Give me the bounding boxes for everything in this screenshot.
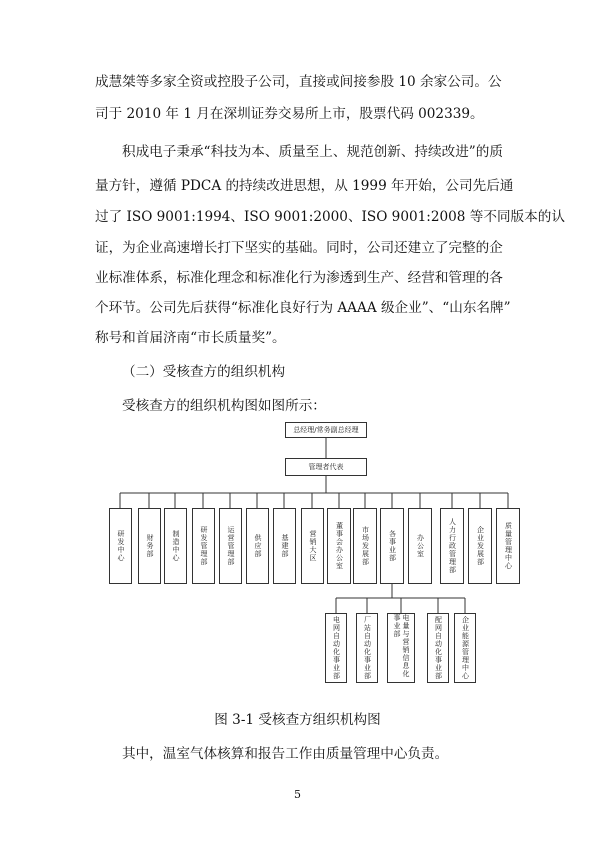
org-box-department: 制造中心 — [164, 508, 187, 584]
org-box-department: 各事业部 — [380, 508, 404, 584]
page-number: 5 — [294, 788, 301, 801]
org-box-department: 质量管理中心 — [496, 508, 520, 584]
paragraph-line: 业标准体系，标准化理念和标准化行为渗透到生产、经营和管理的各 — [95, 270, 503, 286]
org-box-sub-unit: 厂站自动化事业部 — [356, 613, 378, 683]
org-box-department: 企业发展部 — [468, 508, 492, 584]
org-box-department: 财务部 — [138, 508, 161, 584]
org-box-department: 人力行政管理部 — [440, 508, 464, 584]
paragraph-line: 证，为企业高速增长打下坚实的基础。同时，公司还建立了完整的企 — [95, 240, 503, 256]
org-box-department: 运营管理部 — [219, 508, 242, 584]
org-box-department: 供应部 — [246, 508, 269, 584]
org-box-sub-unit: 电量与营销信息化事业部 — [387, 613, 415, 683]
org-box-general-manager: 总经理/常务副总经理 — [285, 422, 367, 438]
org-box-department: 研发中心 — [109, 508, 132, 584]
org-box-department: 市场发展部 — [353, 508, 377, 584]
paragraph-line: 个环节。公司先后获得“标准化良好行为 AAAA 级企业”、“山东名牌” — [95, 300, 511, 316]
org-box-department: 营销大区 — [301, 508, 324, 584]
org-box-department: 基建部 — [273, 508, 296, 584]
intro-text: 受核查方的组织机构图如图所示： — [122, 398, 326, 414]
org-box-department: 研发管理部 — [192, 508, 215, 584]
paragraph-line: 过了 ISO 9001:1994、ISO 9001:2000、ISO 9001:2008 等不同版本的认 — [95, 209, 565, 225]
org-box-sub-unit: 配网自动化事业部 — [427, 613, 449, 683]
paragraph-line: 量方针，遵循 PDCA 的持续改进思想，从 1999 年开始，公司先后通 — [95, 178, 514, 194]
org-box-department: 董事会办公室 — [327, 508, 351, 584]
paragraph-line: 成慧桀等多家全资或控股子公司，直接或间接参股 10 余家公司。公 — [95, 74, 502, 90]
org-box-department: 办公室 — [408, 508, 432, 584]
closing-text: 其中，温室气体核算和报告工作由质量管理中心负责。 — [122, 746, 449, 762]
section-heading: （二）受核查方的组织机构 — [122, 364, 286, 380]
figure-caption: 图 3-1 受核查方组织机构图 — [214, 712, 381, 728]
org-box-sub-unit: 电网自动化事业部 — [325, 613, 347, 683]
org-box-management-representative: 管理者代表 — [285, 458, 367, 476]
paragraph-line: 称号和首届济南“市长质量奖”。 — [95, 330, 286, 346]
paragraph-line: 积成电子秉承“科技为本、质量至上、规范创新、持续改进”的质 — [122, 144, 503, 160]
paragraph-line: 司于 2010 年 1 月在深圳证券交易所上市，股票代码 002339。 — [95, 106, 484, 122]
org-box-sub-unit: 企业能源管理中心 — [454, 613, 476, 683]
